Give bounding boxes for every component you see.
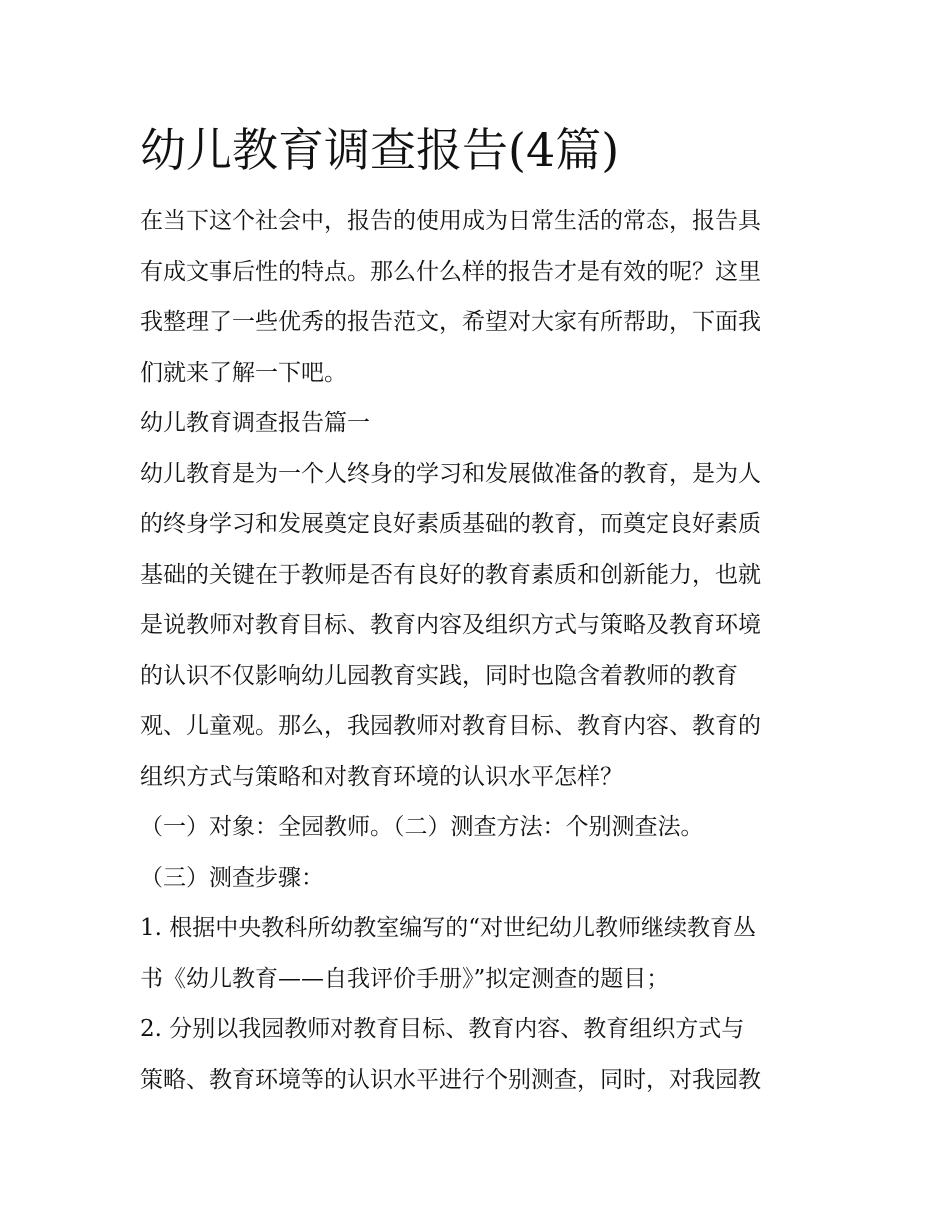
method-paragraph	[140, 802, 820, 853]
step-line: 策略、教育环境等的认识水平进行个别测查，同时，对我园教	[140, 1066, 761, 1093]
intro-line: 们就来了解一下吧。	[140, 359, 347, 386]
document-title: 幼儿教育调查报告(4篇)	[140, 123, 620, 177]
document-page	[140, 118, 820, 1105]
steps-heading-text: （三）测查步骤：	[140, 864, 324, 891]
body-line: 基础的关键在于教师是否有良好的教育素质和创新能力，也就	[140, 561, 761, 588]
step-line: 1. 根据中央教科所幼教室编写的“对世纪幼儿教师继续教育丛	[140, 915, 757, 941]
body-line: 观、儿童观。那么，我园教师对教育目标、教育内容、教育的	[140, 713, 761, 739]
body-paragraph	[140, 449, 820, 803]
body-line: 幼儿教育是为一个人终身的学习和发展做准备的教育，是为人	[140, 460, 761, 487]
section-heading	[140, 398, 820, 449]
method-line: （一）对象：全园教师。（二）测查方法：个别测查法。	[140, 814, 704, 840]
step-line: 2. 分别以我园教师对教育目标、教育内容、教育组织方式与	[140, 1016, 745, 1042]
steps-heading	[140, 853, 820, 904]
intro-line: 我整理了一些优秀的报告范文，希望对大家有所帮助，下面我	[140, 309, 761, 335]
intro-line: 有成文事后性的特点。那么什么样的报告才是有效的呢？这里	[140, 258, 761, 285]
body-line: 组织方式与策略和对教育环境的认识水平怎样？	[140, 763, 623, 790]
section-heading-text: 幼儿教育调查报告篇一	[140, 410, 370, 436]
steps-paragraph	[140, 903, 820, 1105]
step-line: 书《幼儿教育——自我评价手册》”拟定测查的题目；	[140, 965, 670, 992]
body-line: 的认识不仅影响幼儿园教育实践，同时也隐含着教师的教育	[140, 662, 738, 689]
intro-paragraph	[140, 196, 820, 398]
body-line: 是说教师对教育目标、教育内容及组织方式与策略及教育环境	[140, 612, 761, 638]
intro-line: 在当下这个社会中，报告的使用成为日常生活的常态，报告具	[140, 208, 761, 234]
body-line: 的终身学习和发展奠定良好素质基础的教育，而奠定良好素质	[140, 511, 761, 537]
